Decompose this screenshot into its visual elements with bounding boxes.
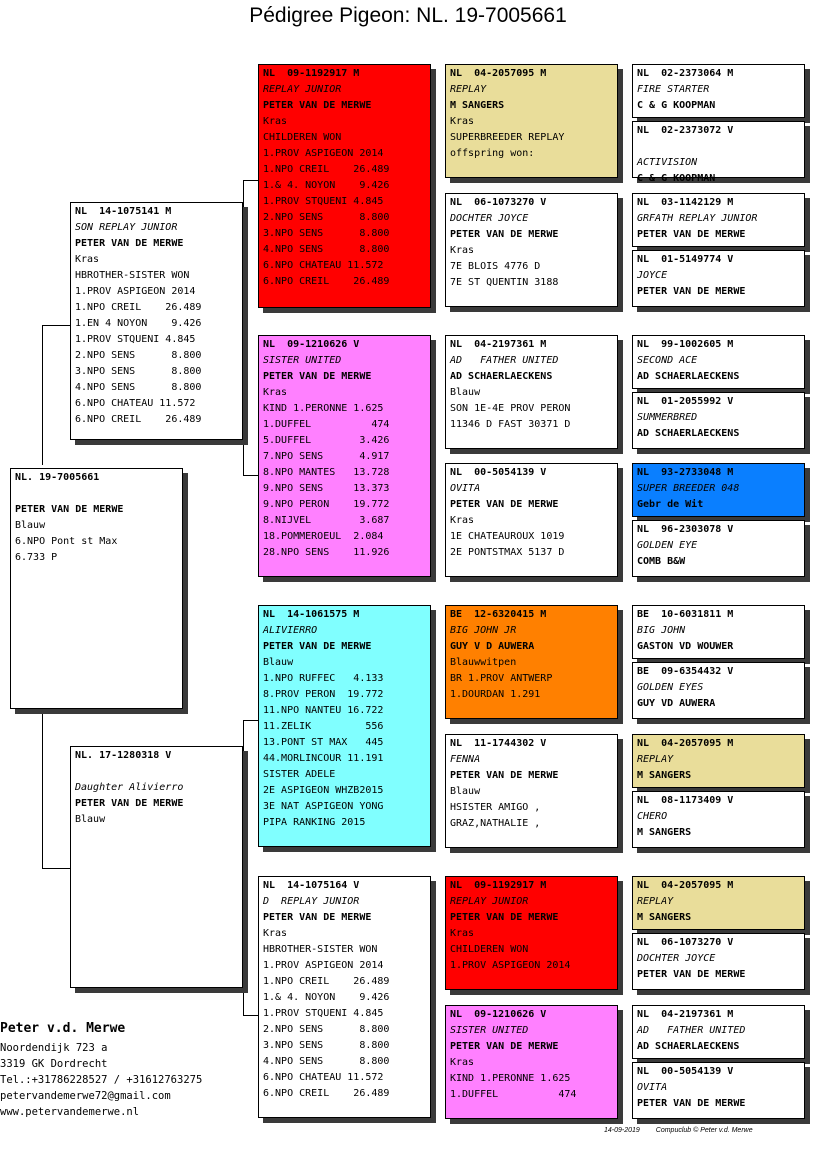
connector-line: [42, 325, 70, 326]
ring-number: NL 01-5149774 V: [637, 254, 734, 265]
card-line: 8.NIJVEL 3.687: [263, 515, 390, 526]
ring-number: BE 10-6031811 M: [637, 609, 734, 620]
card-line: 2.NPO SENS 8.800: [263, 1024, 390, 1035]
card-line: Kras: [450, 928, 475, 939]
card-line: Kras: [263, 928, 288, 939]
card-line: 1.& 4. NOYON 9.426: [263, 992, 390, 1003]
card-line: 6.NPO CREIL 26.489: [75, 414, 202, 425]
owner-name: C & G KOOPMAN: [637, 173, 716, 184]
card-line: Blauw: [450, 387, 481, 398]
pigeon-name: Daughter Alivierro: [75, 782, 184, 793]
ring-number: NL 00-5054139 V: [450, 467, 547, 478]
owner-name: PETER VAN DE MERWE: [75, 798, 184, 809]
footer-credit: Compuclub © Peter v.d. Merwe: [655, 1127, 753, 1134]
card-line: 4.NPO SENS 8.800: [263, 244, 390, 255]
ring-number: NL 99-1002605 M: [637, 339, 734, 350]
connector-line: [42, 710, 43, 868]
breeder-website[interactable]: www.petervandemerwe.nl: [0, 1106, 140, 1118]
gg-grandparent-card[interactable]: [632, 1062, 805, 1119]
card-line: 1.& 4. NOYON 9.426: [263, 180, 390, 191]
card-line: 9.NPO SENS 13.373: [263, 483, 390, 494]
owner-name: PETER VAN DE MERWE: [637, 969, 746, 980]
grandparent-card-dam-dam[interactable]: [258, 876, 431, 1118]
card-line: 6.NPO CREIL 26.489: [263, 1088, 390, 1099]
owner-name: PETER VAN DE MERWE: [263, 912, 372, 923]
card-line: 1.PROV STQUENI 4.845: [263, 196, 384, 207]
pigeon-name: OVITA: [450, 483, 481, 494]
gg-grandparent-card[interactable]: [632, 335, 805, 389]
card-line: SON 1E-4E PROV PERON: [450, 403, 571, 414]
pigeon-name: REPLAY JUNIOR: [450, 896, 529, 907]
gg-grandparent-card[interactable]: [632, 250, 805, 307]
breeder-email[interactable]: petervandemerwe72@gmail.com: [0, 1090, 171, 1102]
connector-line: [243, 180, 258, 181]
card-line: 3E NAT ASPIGEON YONG: [263, 801, 384, 812]
card-line: 11346 D FAST 30371 D: [450, 419, 571, 430]
ring-number: NL 04-2197361 M: [450, 339, 547, 350]
subject-pigeon-card[interactable]: [10, 468, 183, 709]
card-line: Blauwwitpen: [450, 657, 517, 668]
pigeon-name: SISTER UNITED: [450, 1025, 529, 1036]
owner-name: PETER VAN DE MERWE: [75, 238, 184, 249]
owner-name: PETER VAN DE MERWE: [637, 286, 746, 297]
card-line: 4.NPO SENS 8.800: [75, 382, 202, 393]
great-grandparent-card[interactable]: [445, 1005, 618, 1119]
card-line: Kras: [450, 1057, 475, 1068]
card-line: 6.NPO CHATEAU 11.572: [263, 260, 384, 271]
owner-name: M SANGERS: [637, 827, 692, 838]
owner-name: M SANGERS: [637, 912, 692, 923]
pigeon-name: OVITA: [637, 1082, 668, 1093]
pigeon-name: BIG JOHN JR: [450, 625, 517, 636]
gg-grandparent-card[interactable]: [632, 791, 805, 848]
pigeon-name: D REPLAY JUNIOR: [263, 896, 360, 907]
pigeon-name: AD FATHER UNITED: [450, 355, 559, 366]
page-title: Pédigree Pigeon: NL. 19-7005661: [249, 4, 567, 27]
gg-grandparent-card[interactable]: [632, 392, 805, 449]
card-line: 7E BLOIS 4776 D: [450, 261, 541, 272]
card-line: 11.ZELIK 556: [263, 721, 384, 732]
card-line: 1.NPO CREIL 26.489: [75, 302, 202, 313]
great-grandparent-card[interactable]: [445, 335, 618, 449]
ring-number: NL 00-5054139 V: [637, 1066, 734, 1077]
card-line: BR 1.PROV ANTWERP: [450, 673, 553, 684]
ring-number: NL 14-1075141 M: [75, 206, 172, 217]
card-line: 7.NPO SENS 4.917: [263, 451, 390, 462]
gg-grandparent-card[interactable]: [632, 520, 805, 577]
card-line: KIND 1.PERONNE 1.625: [450, 1073, 571, 1084]
gg-grandparent-card[interactable]: [632, 662, 805, 719]
footer: [604, 1127, 767, 1134]
owner-name: PETER VAN DE MERWE: [450, 229, 559, 240]
breeder-contact-block: [0, 1018, 202, 1120]
owner-name: GUY V D AUWERA: [450, 641, 535, 652]
ring-number: NL 09-1210626 V: [263, 339, 360, 350]
card-line: 5.DUFFEL 3.426: [263, 435, 390, 446]
ring-number: NL 08-1173409 V: [637, 795, 734, 806]
card-line: Kras: [450, 245, 475, 256]
card-line: 2E ASPIGEON WHZB2015: [263, 785, 384, 796]
pigeon-name: REPLAY: [637, 754, 674, 765]
ring-number: NL 06-1073270 V: [450, 197, 547, 208]
card-line: Kras: [450, 515, 475, 526]
card-line: 18.POMMEROEUL 2.084: [263, 531, 384, 542]
card-line: 1.PROV ASPIGEON 2014: [263, 148, 384, 159]
owner-name: PETER VAN DE MERWE: [263, 641, 372, 652]
owner-name: PETER VAN DE MERWE: [263, 100, 372, 111]
pigeon-name: SECOND ACE: [637, 355, 698, 366]
owner-name: PETER VAN DE MERWE: [637, 229, 746, 240]
sire-card[interactable]: [70, 202, 243, 440]
pigeon-name: SON REPLAY JUNIOR: [75, 222, 178, 233]
ring-number: NL. 17-1280318 V: [75, 750, 172, 761]
ring-number: NL 04-2057095 M: [637, 738, 734, 749]
ring-number: NL 93-2733048 M: [637, 467, 734, 478]
owner-name: COMB B&W: [637, 556, 686, 567]
card-line: 1.NPO CREIL 26.489: [263, 976, 390, 987]
grandparent-card-dam-sire[interactable]: [258, 605, 431, 847]
pigeon-name: REPLAY: [637, 896, 674, 907]
pigeon-name: REPLAY JUNIOR: [263, 84, 342, 95]
card-line: 44.MORLINCOUR 11.191: [263, 753, 384, 764]
card-line: 6.NPO CHATEAU 11.572: [263, 1072, 384, 1083]
pigeon-name: GOLDEN EYES: [637, 682, 704, 693]
great-grandparent-card[interactable]: [445, 734, 618, 848]
ring-number: NL 02-2373064 M: [637, 68, 734, 79]
connector-line: [243, 1015, 258, 1016]
gg-grandparent-card[interactable]: [632, 121, 805, 184]
great-grandparent-card[interactable]: [445, 193, 618, 307]
pigeon-name: AD FATHER UNITED: [637, 1025, 746, 1036]
gg-grandparent-card[interactable]: [632, 1005, 805, 1059]
ring-number: NL 06-1073270 V: [637, 937, 734, 948]
card-line: Blauw: [15, 520, 46, 531]
card-line: 3.NPO SENS 8.800: [263, 228, 390, 239]
ring-number: NL 09-1192917 M: [263, 68, 360, 79]
owner-name: AD SCHAERLAECKENS: [637, 1041, 740, 1052]
gg-grandparent-card[interactable]: [632, 463, 805, 517]
pigeon-name: GOLDEN EYE: [637, 540, 698, 551]
card-line: PIPA RANKING 2015: [263, 817, 366, 828]
ring-number: NL 14-1075164 V: [263, 880, 360, 891]
ring-number: NL 04-2057095 M: [637, 880, 734, 891]
dam-card[interactable]: [70, 746, 243, 988]
card-line: 2E PONTSTMAX 5137 D: [450, 547, 565, 558]
card-line: 3.NPO SENS 8.800: [263, 1040, 390, 1051]
print-date: 14-09-2019: [604, 1127, 640, 1134]
card-line: 1.DUFFEL 474: [263, 419, 390, 430]
breeder-address-line: Noordendijk 723 a: [0, 1042, 108, 1054]
card-line: 1.PROV ASPIGEON 2014: [450, 960, 571, 971]
card-line: Kras: [263, 387, 288, 398]
card-line: 1.DUFFEL 474: [450, 1089, 577, 1100]
owner-name: C & G KOOPMAN: [637, 100, 716, 111]
card-line: KIND 1.PERONNE 1.625: [263, 403, 384, 414]
pigeon-name: SUPER BREEDER 048: [637, 483, 740, 494]
owner-name: Gebr de Wit: [637, 499, 704, 510]
pigeon-name: BIG JOHN: [637, 625, 686, 636]
owner-name: PETER VAN DE MERWE: [263, 371, 372, 382]
gg-grandparent-card[interactable]: [632, 876, 805, 930]
card-line: GRAZ,NATHALIE ,: [450, 818, 541, 829]
pigeon-name: FIRE STARTER: [637, 84, 710, 95]
card-line: HSISTER AMIGO ,: [450, 802, 541, 813]
owner-name: PETER VAN DE MERWE: [450, 1041, 559, 1052]
card-line: 7E ST QUENTIN 3188: [450, 277, 559, 288]
connector-line: [243, 720, 258, 721]
pigeon-name: DOCHTER JOYCE: [637, 953, 716, 964]
pigeon-name: REPLAY: [450, 84, 487, 95]
card-line: [15, 486, 177, 502]
great-grandparent-card[interactable]: [445, 876, 618, 990]
card-line: 2.NPO SENS 8.800: [263, 212, 390, 223]
owner-name: PETER VAN DE MERWE: [450, 770, 559, 781]
owner-name: AD SCHAERLAECKENS: [450, 371, 553, 382]
card-line: 6.733 P: [15, 552, 58, 563]
ring-number: NL 03-1142129 M: [637, 197, 734, 208]
pigeon-name: SISTER UNITED: [263, 355, 342, 366]
breeder-address-line: 3319 GK Dordrecht: [0, 1058, 108, 1070]
grandparent-card-sire-sire[interactable]: [258, 64, 431, 308]
card-line: 6.NPO CREIL 26.489: [263, 276, 390, 287]
gg-grandparent-card[interactable]: [632, 605, 805, 659]
card-line: 6.NPO CHATEAU 11.572: [75, 398, 196, 409]
pigeon-name: CHERO: [637, 811, 668, 822]
ring-number: NL 11-1744302 V: [450, 738, 547, 749]
owner-name: PETER VAN DE MERWE: [450, 912, 559, 923]
card-line: 13.PONT ST MAX 445: [263, 737, 384, 748]
card-line: 8.PROV PERON 19.772: [263, 689, 384, 700]
connector-line: [42, 325, 43, 465]
card-line: 1.PROV ASPIGEON 2014: [75, 286, 196, 297]
ring-number: NL 02-2373072 V: [637, 125, 734, 136]
gg-grandparent-card[interactable]: [632, 64, 805, 118]
card-line: 1.PROV STQUENI 4.845: [263, 1008, 384, 1019]
ring-number: NL 04-2197361 M: [637, 1009, 734, 1020]
card-line: Blauw: [263, 657, 294, 668]
pigeon-name: FENNA: [450, 754, 481, 765]
ring-number: BE 12-6320415 M: [450, 609, 547, 620]
breeder-phone: Tel.:+31786228527 / +31612763275: [0, 1074, 203, 1086]
owner-name: PETER VAN DE MERWE: [637, 1098, 746, 1109]
owner-name: PETER VAN DE MERWE: [15, 504, 124, 515]
ring-number: NL 04-2057095 M: [450, 68, 547, 79]
card-line: [637, 139, 799, 155]
gg-grandparent-card[interactable]: [632, 933, 805, 990]
card-line: Kras: [75, 254, 100, 265]
ring-number: NL. 19-7005661: [15, 472, 100, 483]
owner-name: M SANGERS: [450, 100, 505, 111]
pigeon-name: JOYCE: [637, 270, 668, 281]
card-line: [75, 764, 237, 780]
card-line: 2.NPO SENS 8.800: [75, 350, 202, 361]
owner-name: AD SCHAERLAECKENS: [637, 371, 740, 382]
owner-name: GASTON VD WOUWER: [637, 641, 734, 652]
card-line: HBROTHER-SISTER WON: [263, 944, 378, 955]
owner-name: M SANGERS: [637, 770, 692, 781]
ring-number: BE 09-6354432 V: [637, 666, 734, 677]
card-line: Kras: [263, 116, 288, 127]
breeder-name: Peter v.d. Merwe: [0, 1021, 126, 1036]
owner-name: AD SCHAERLAECKENS: [637, 428, 740, 439]
gg-grandparent-card[interactable]: [632, 734, 805, 788]
ring-number: NL 96-2303078 V: [637, 524, 734, 535]
card-line: 4.NPO SENS 8.800: [263, 1056, 390, 1067]
card-line: 11.NPO NANTEU 16.722: [263, 705, 384, 716]
card-line: SISTER ADELE: [263, 769, 336, 780]
pigeon-name: ACTIVISION: [637, 157, 698, 168]
card-line: SUPERBREEDER REPLAY: [450, 132, 565, 143]
card-line: offspring won:: [450, 148, 535, 159]
card-line: 28.NPO SENS 11.926: [263, 547, 390, 558]
owner-name: GUY VD AUWERA: [637, 698, 716, 709]
connector-line: [243, 180, 244, 475]
connector-line: [243, 475, 258, 476]
card-line: 1E CHATEAUROUX 1019: [450, 531, 565, 542]
pigeon-name: DOCHTER JOYCE: [450, 213, 529, 224]
ring-number: NL 01-2055992 V: [637, 396, 734, 407]
great-grandparent-card[interactable]: [445, 64, 618, 178]
card-line: 9.NPO PERON 19.772: [263, 499, 390, 510]
pigeon-name: GRFATH REPLAY JUNIOR: [637, 213, 758, 224]
card-line: 6.NPO Pont st Max: [15, 536, 118, 547]
grandparent-card-sire-dam[interactable]: [258, 335, 431, 577]
connector-line: [42, 868, 70, 869]
pigeon-name: SUMMERBRED: [637, 412, 698, 423]
card-line: CHILDEREN WON: [450, 944, 529, 955]
card-line: Blauw: [75, 814, 106, 825]
card-line: 1.NPO CREIL 26.489: [263, 164, 390, 175]
card-line: 1.PROV STQUENI 4.845: [75, 334, 196, 345]
ring-number: NL 09-1192917 M: [450, 880, 547, 891]
card-line: Blauw: [450, 786, 481, 797]
card-line: HBROTHER-SISTER WON: [75, 270, 190, 281]
ring-number: NL 09-1210626 V: [450, 1009, 547, 1020]
great-grandparent-card[interactable]: [445, 605, 618, 719]
owner-name: PETER VAN DE MERWE: [450, 499, 559, 510]
card-line: 3.NPO SENS 8.800: [75, 366, 202, 377]
connector-line: [243, 720, 244, 1015]
card-line: CHILDEREN WON: [263, 132, 342, 143]
card-line: 1.EN 4 NOYON 9.426: [75, 318, 202, 329]
gg-grandparent-card[interactable]: [632, 193, 805, 247]
ring-number: NL 14-1061575 M: [263, 609, 360, 620]
card-line: 1.PROV ASPIGEON 2014: [263, 960, 384, 971]
great-grandparent-card[interactable]: [445, 463, 618, 577]
card-line: 1.DOURDAN 1.291: [450, 689, 541, 700]
card-line: 8.NPO MANTES 13.728: [263, 467, 390, 478]
card-line: Kras: [450, 116, 475, 127]
pigeon-name: ALIVIERRO: [263, 625, 318, 636]
card-line: 1.NPO RUFFEC 4.133: [263, 673, 384, 684]
